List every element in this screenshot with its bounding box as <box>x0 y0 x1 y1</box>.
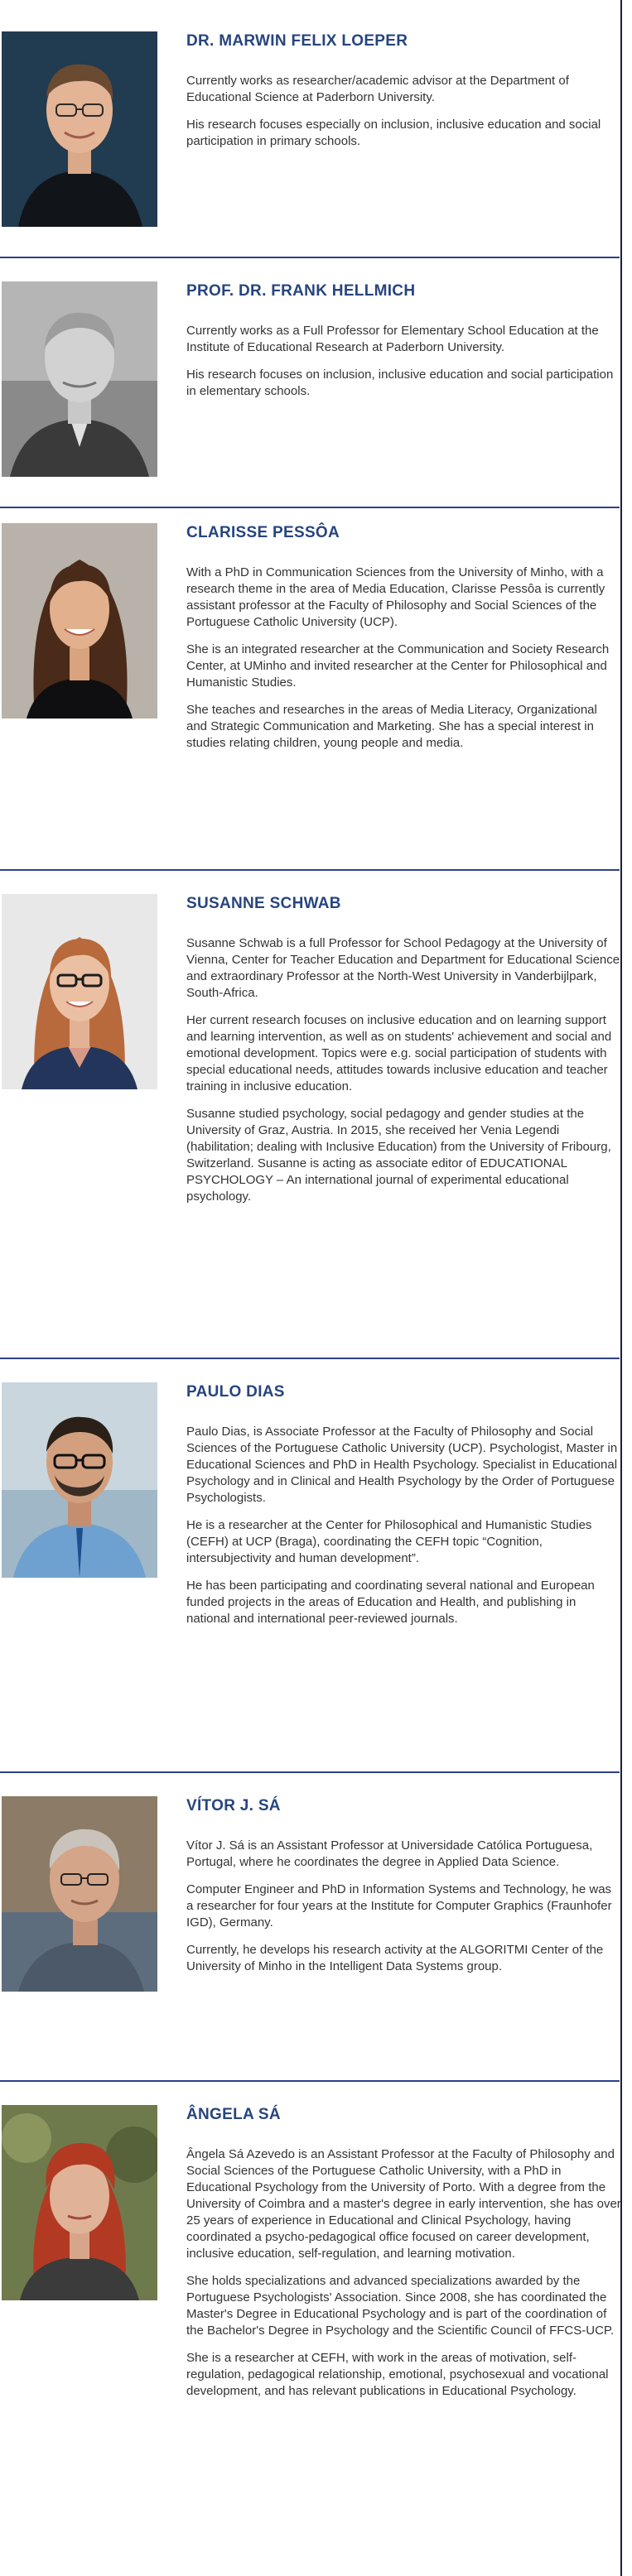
person-name: VÍTOR J. SÁ <box>186 1797 281 1814</box>
profile-photo <box>2 31 157 227</box>
section-divider <box>0 507 620 508</box>
bio-paragraph: She teaches and researches in the areas of Media Literacy, Organizational and Strategic Communication and Marketing. She has a special interest in studies relating children, young people and media. <box>186 703 597 750</box>
bio-paragraph: Her current research focuses on inclusive education and on learning support and learning intervention, as well as on students' achievement and social and emotional development. Topics were e.g. social participation of students with special educational needs, attitudes towards inclusive education and teacher training in inclusive education. <box>186 1013 612 1093</box>
profile-photo <box>2 894 157 1089</box>
section-divider <box>0 1358 620 1359</box>
section-divider <box>0 257 620 258</box>
profile-text <box>186 894 621 1216</box>
person-name: DR. MARWIN FELIX LOEPER <box>186 32 408 50</box>
profile-text <box>186 31 621 161</box>
bio-paragraph: She holds specializations and advanced specializations awarded by the Portuguese Psychologists' Association. Since 2008, she has coordinated the Master's Degree in Educational Psychology and is part of the coordination of the Bachelor's Degree in Psychology and the Scientific Council of FFCS-UCP. <box>186 2274 615 2338</box>
person-name: ÂNGELA SÁ <box>186 2106 281 2123</box>
bio-paragraph: Currently works as researcher/academic advisor at the Department of Educational Science at Paderborn University. <box>186 74 569 104</box>
bio-paragraph: He is a researcher at the Center for Philosophical and Humanistic Studies (CEFH) at UCP (Braga), coordinating the CEFH topic “Cognition, intersubjectivity and human development”. <box>186 1518 592 1565</box>
bio-paragraph: He has been participating and coordinating several national and European funded projects in the areas of Education and Health, and publishing in national and international peer-reviewed journals. <box>186 1579 595 1626</box>
person-name: SUSANNE SCHWAB <box>186 895 341 912</box>
section-divider <box>0 869 620 871</box>
person-bio <box>186 565 621 752</box>
profile-photo <box>2 523 157 718</box>
profile-text <box>186 1796 621 1986</box>
bio-paragraph: With a PhD in Communication Sciences from the University of Minho, with a research theme in the area of Media Education, Clarisse Pessôa is currently assistant professor at the Faculty of Philosophy and Social Sciences of the Portuguese Catholic University (UCP). <box>186 565 605 629</box>
person-bio <box>186 1424 621 1627</box>
profile-photo <box>2 1382 157 1578</box>
bio-paragraph: She is an integrated researcher at the Communication and Society Research Center, at UMinho and invited researcher at the Center for Philosophical and Humanistic Studies. <box>186 642 610 690</box>
profile-text <box>186 1382 621 1638</box>
section-divider <box>0 2080 620 2082</box>
bio-paragraph: Susanne studied psychology, social pedagogy and gender studies at the University of Graz, Austria. In 2015, she received her Venia Legendi (habilitation; dealing with Inclusive Education) from the University of Fribourg, Switzerland. Susanne is acting as associate editor of EDUCATIONAL PSYCHOLOGY – An international journal of experimental educational psychology. <box>186 1107 611 1204</box>
bio-paragraph: His research focuses on inclusion, inclusive education and social participation in elementary schools. <box>186 368 614 398</box>
bio-paragraph: She is a researcher at CEFH, with work in the areas of motivation, self-regulation, pedagogical relationship, emotional, psychosexual and vocational development, and has relevant publications in Educational Psychology. <box>186 2351 609 2398</box>
profile-text <box>186 281 621 411</box>
person-bio <box>186 1838 621 1975</box>
profile-text <box>186 523 621 762</box>
profile-photo <box>2 1796 157 1992</box>
person-bio <box>186 73 621 150</box>
bio-paragraph: Vítor J. Sá is an Assistant Professor at Universidade Católica Portuguesa, Portugal, where he coordinates the degree in Applied Data Science. <box>186 1838 593 1869</box>
person-bio <box>186 323 621 400</box>
person-name: PROF. DR. FRANK HELLMICH <box>186 282 416 300</box>
bio-paragraph: Susanne Schwab is a full Professor for School Pedagogy at the University of Vienna, Center for Teacher Education and Department for Educational Science and extraordinary Professor at the North-West University in Vanderbijlpark, South-Africa. <box>186 936 620 1000</box>
person-bio <box>186 2146 621 2400</box>
section-divider <box>0 1771 620 1773</box>
profile-photo <box>2 2105 157 2300</box>
profile-text <box>186 2105 621 2410</box>
person-name: CLARISSE PESSÔA <box>186 524 340 541</box>
bio-paragraph: Currently works as a Full Professor for Elementary School Education at the Institute of Educational Research at Paderborn University. <box>186 324 599 354</box>
bio-paragraph: Computer Engineer and PhD in Information Systems and Technology, he was a researcher for four years at the Institute for Computer Graphics (Fraunhofer IGD), Germany. <box>186 1882 612 1930</box>
profile-photo <box>2 281 157 477</box>
bio-paragraph: Ângela Sá Azevedo is an Assistant Professor at the Faculty of Philosophy and Social Sciences of the Portuguese Catholic University, with a PhD in Educational Psychology from the University of Porto. With a degree from the University of Coimbra and a master's degree in early intervention, she has over 25 years of experience in Educational and Clinical Psychology, having coordinated a psycho-pedagogical office focused on career development, inclusive education, self-regulation, and learning motivation. <box>186 2147 621 2261</box>
person-bio <box>186 935 621 1205</box>
bio-paragraph: Currently, he develops his research activity at the ALGORITMI Center of the University of Minho in the Intelligent Data Systems group. <box>186 1943 604 1973</box>
bio-paragraph: Paulo Dias, is Associate Professor at the Faculty of Philosophy and Social Sciences of the Portuguese Catholic University (UCP). Psychologist, Master in Educational Sciences and PhD in Health Psychology. Specialist in Educational Psychology and in Clinical and Health Psychology by the Order of Portuguese Psychologists. <box>186 1425 618 1505</box>
bio-paragraph: His research focuses especially on inclusion, inclusive education and social participation in primary schools. <box>186 118 601 148</box>
person-name: PAULO DIAS <box>186 1383 285 1401</box>
